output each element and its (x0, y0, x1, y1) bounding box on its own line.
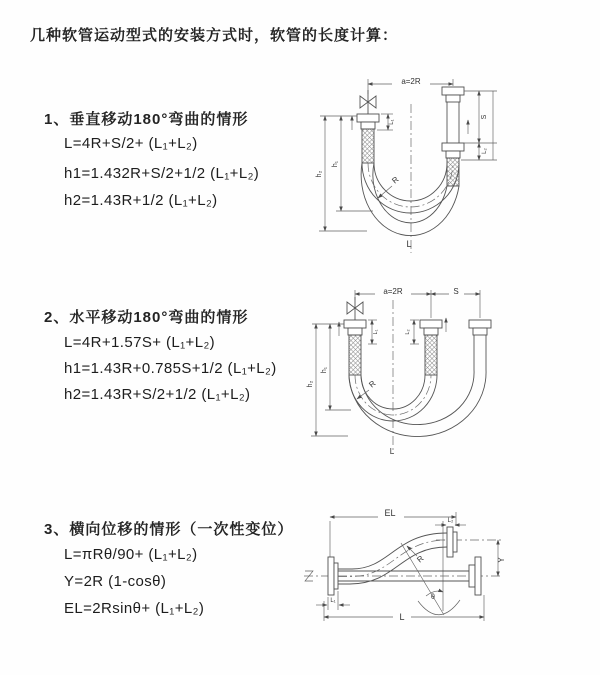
section-2-formula-l: L=4R+1.57S+ (L₁+L₂) (64, 334, 216, 351)
dim-h1-label: h₁ (321, 366, 328, 374)
dimension-a2r (368, 76, 453, 94)
section-2-formula-h2: h2=1.43R+S/2+1/2 (L₁+L₂) (64, 386, 251, 403)
left-flange (328, 557, 338, 595)
diagram-horizontal-180-bend (306, 282, 600, 468)
section-1-heading: 1、垂直移动180°弯曲的情形 (44, 111, 249, 128)
dim-h2-label: h₂ (316, 170, 323, 178)
dimension-l1 (377, 114, 395, 130)
valve-icon (347, 297, 363, 320)
diagram-vertical-180-bend (311, 70, 597, 266)
dim-el-label: EL (384, 508, 396, 518)
dim-theta-label: θ (431, 594, 435, 601)
dim-l1-label: L₁ (373, 329, 379, 335)
middle-pipe-assembly (420, 318, 446, 375)
section-2-formula-h1: h1=1.43R+0.785S+1/2 (L₁+L₂) (64, 360, 277, 377)
dim-l2-label: L₂ (447, 518, 454, 524)
dim-a2r-label: a=2R (383, 287, 403, 296)
dimension-h2 (316, 116, 367, 231)
dimension-y (497, 540, 506, 576)
right-pipe-assembly (469, 320, 491, 370)
section-2-heading: 2、水平移动180°弯曲的情形 (44, 309, 249, 326)
dimension-el (330, 508, 456, 611)
section-3-formula-el: EL=2Rsinθ+ (L₁+L₂) (64, 600, 205, 617)
page-title: 几种软管运动型式的安装方式时，软管的长度计算： (30, 27, 399, 44)
left-pipe-assembly (352, 114, 379, 163)
dim-l-bottom-label: L (406, 239, 412, 249)
dim-l-bottom-label: L (399, 612, 405, 622)
section-1-formula-h2: h2=1.43R+1/2 (L₁+L₂) (64, 192, 218, 209)
dim-s-label: S (453, 287, 459, 296)
dimension-h1 (312, 324, 351, 410)
valve-icon (360, 90, 376, 114)
dimension-l (324, 595, 484, 622)
dim-r-label: R (367, 378, 378, 390)
section-3-formula-l: L=πRθ/90+ (L₁+L₂) (64, 546, 198, 563)
dimension-h2 (307, 324, 348, 436)
section-1-formula-h1: h1=1.432R+S/2+1/2 (L₁+L₂) (64, 165, 260, 182)
dimension-l2 (405, 320, 419, 344)
section-3-formula-y: Y=2R (1-cosθ) (64, 573, 167, 590)
dim-s-label: S (481, 114, 488, 120)
right-flange (469, 557, 481, 595)
dim-y-label: Y (497, 557, 506, 563)
dim-l2-label: L₂ (482, 148, 488, 154)
dim-a2r-label: a=2R (401, 77, 421, 86)
dimension-l1 (368, 320, 379, 344)
top-right-flange (447, 527, 457, 557)
dim-l2-label: L₂ (405, 329, 411, 335)
dimension-s (431, 287, 480, 318)
dim-r-label: R (390, 174, 401, 186)
dim-l1-label: L₁ (330, 598, 336, 604)
dimension-s (464, 91, 497, 143)
section-1-formula-l: L=4R+S/2+ (L₁+L₂) (64, 135, 198, 152)
diagram-lateral-displacement (298, 503, 600, 651)
hose-u-bend (361, 163, 459, 236)
dimension-l2 (435, 518, 466, 525)
dimension-r (407, 546, 426, 564)
section-3-heading: 3、横向位移的情形（一次性变位） (44, 521, 294, 538)
dim-h2-label: h₂ (307, 380, 314, 388)
dim-h1-label: h₁ (332, 160, 339, 168)
dim-l-bottom-label: L (389, 447, 395, 456)
dim-r-label: R (415, 553, 426, 565)
dim-l1-label: L₁ (389, 119, 395, 125)
left-pipe-assembly (339, 320, 366, 375)
